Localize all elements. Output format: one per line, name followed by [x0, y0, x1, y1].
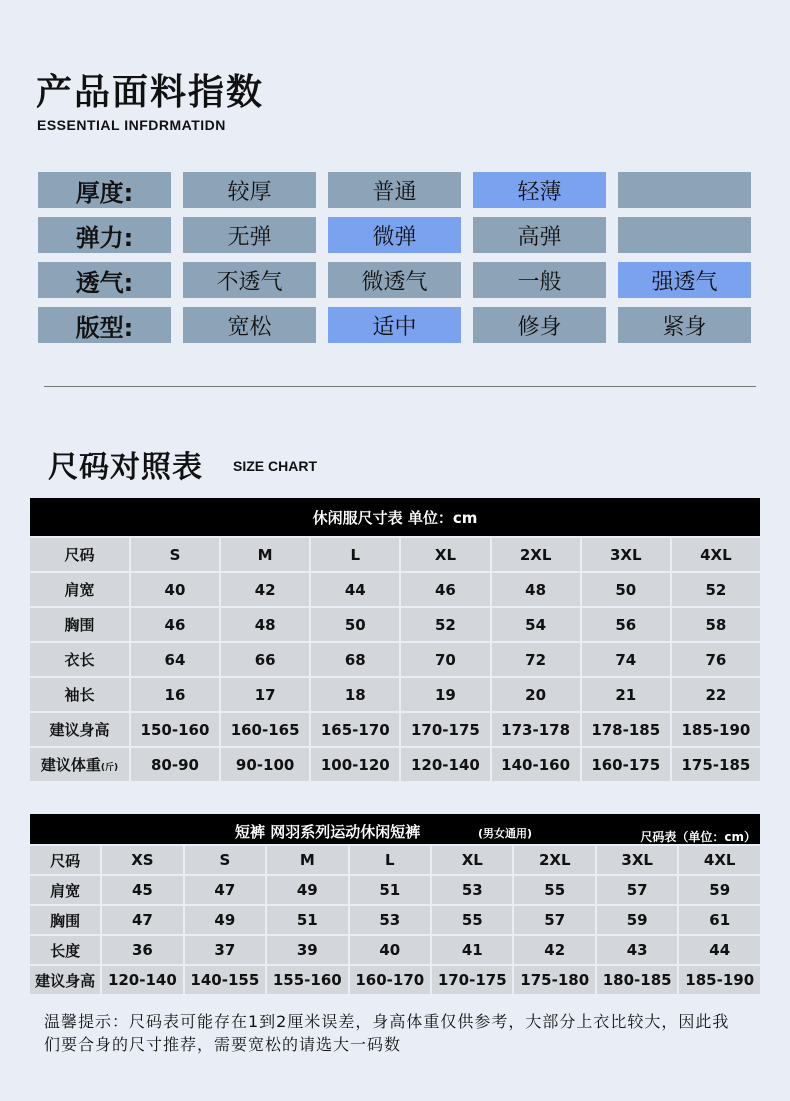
table-cell: 45	[102, 876, 182, 904]
row-label-text: 袖长	[64, 686, 95, 704]
table-cell: S	[131, 538, 219, 571]
page-subtitle: ESSENTIAL INFDRMATIDN	[37, 117, 226, 133]
table-cell: 56	[582, 608, 670, 641]
table-row	[30, 748, 760, 781]
table-row	[30, 846, 760, 874]
table-cell: 46	[401, 573, 489, 606]
table-cell: 51	[267, 906, 347, 934]
row-label: 胸围	[30, 906, 100, 934]
table-cell: L	[311, 538, 399, 571]
fabric-row	[38, 307, 754, 343]
fabric-label: 透气:	[38, 262, 171, 298]
table-cell: 68	[311, 643, 399, 676]
table-cell: 74	[582, 643, 670, 676]
table-cell: 19	[401, 678, 489, 711]
table-cell: 17	[221, 678, 309, 711]
row-label: 肩宽	[30, 876, 100, 904]
table-row	[30, 936, 760, 964]
fabric-option-selected: 强透气	[618, 262, 751, 298]
table-cell: 55	[514, 876, 594, 904]
row-label	[30, 678, 129, 711]
fabric-option: 不透气	[183, 262, 316, 298]
table-cell: XL	[401, 538, 489, 571]
table-cell: 76	[672, 643, 760, 676]
table-cell: 40	[350, 936, 430, 964]
table-cell: 160-165	[221, 713, 309, 746]
table-cell: 50	[582, 573, 670, 606]
table-row	[30, 608, 760, 641]
table-cell: 2XL	[514, 846, 594, 874]
table-unit: 尺码表（单位：cm）	[640, 830, 756, 844]
table-cell: 22	[672, 678, 760, 711]
fabric-option: 微透气	[328, 262, 461, 298]
fabric-option-selected: 微弹	[328, 217, 461, 253]
table-title-bar: 休闲服尺寸表 单位：cm	[30, 498, 760, 536]
table-title-bar	[30, 814, 760, 844]
table-cell: 66	[221, 643, 309, 676]
page-title: 产品面料指数	[36, 72, 265, 113]
table-cell: 36	[102, 936, 182, 964]
table-cell: 49	[185, 906, 265, 934]
fabric-row	[38, 262, 754, 298]
table-cell: XL	[432, 846, 512, 874]
fabric-option: 紧身	[618, 307, 751, 343]
row-label-text: 建议体重	[40, 756, 101, 774]
table-cell: 54	[492, 608, 580, 641]
row-label-text: 胸围	[64, 616, 95, 634]
table-cell: 42	[514, 936, 594, 964]
fabric-label: 版型:	[38, 307, 171, 343]
table-cell: 185-190	[679, 966, 760, 994]
table-cell: 175-185	[672, 748, 760, 781]
row-label: 尺码	[30, 846, 100, 874]
table-cell: 18	[311, 678, 399, 711]
fabric-option: 普通	[328, 172, 461, 208]
table-row	[30, 678, 760, 711]
row-label-text: 尺码	[64, 546, 95, 564]
table-cell: 39	[267, 936, 347, 964]
table-cell: 21	[582, 678, 670, 711]
row-label	[30, 538, 129, 571]
fabric-label: 厚度:	[38, 172, 171, 208]
fabric-option: 宽松	[183, 307, 316, 343]
fabric-option	[618, 172, 751, 208]
table-cell: 59	[679, 876, 760, 904]
table-cell: 40	[131, 573, 219, 606]
table-cell: 52	[401, 608, 489, 641]
row-label	[30, 748, 129, 781]
fabric-index-grid	[38, 172, 754, 352]
table-cell: 4XL	[679, 846, 760, 874]
table-cell: 90-100	[221, 748, 309, 781]
table-cell: 47	[185, 876, 265, 904]
table-cell: 185-190	[672, 713, 760, 746]
divider	[44, 386, 756, 387]
casual-size-table	[28, 496, 762, 783]
table-cell: 180-185	[597, 966, 677, 994]
table-cell: 61	[679, 906, 760, 934]
table-cell: 53	[432, 876, 512, 904]
table-cell: 46	[131, 608, 219, 641]
table-cell: S	[185, 846, 265, 874]
tip-text: 温馨提示：尺码表可能存在1到2厘米误差，身高体重仅供参考，大部分上衣比较大，因此我们要合身的尺寸推荐，需要宽松的请选大一码数	[44, 1012, 730, 1054]
row-label-text: 建议身高	[49, 721, 110, 739]
table-cell: 57	[597, 876, 677, 904]
table-cell: 120-140	[102, 966, 182, 994]
table-cell: 43	[597, 936, 677, 964]
fabric-option: 较厚	[183, 172, 316, 208]
fabric-label: 弹力:	[38, 217, 171, 253]
row-label-text: 肩宽	[64, 581, 95, 599]
table-cell: 47	[102, 906, 182, 934]
table-cell: 170-175	[432, 966, 512, 994]
table-cell: 37	[185, 936, 265, 964]
table-cell: 175-180	[514, 966, 594, 994]
table-cell: 57	[514, 906, 594, 934]
table-cell: 41	[432, 936, 512, 964]
row-label	[30, 573, 129, 606]
table-cell: 160-175	[582, 748, 670, 781]
fabric-row	[38, 172, 754, 208]
table-cell: 51	[350, 876, 430, 904]
table-cell: 50	[311, 608, 399, 641]
table-cell: 70	[401, 643, 489, 676]
table-cell: 2XL	[492, 538, 580, 571]
table-cell: 42	[221, 573, 309, 606]
row-label	[30, 643, 129, 676]
table-cell: 100-120	[311, 748, 399, 781]
table-cell: 55	[432, 906, 512, 934]
fabric-option-selected: 适中	[328, 307, 461, 343]
table-cell: 64	[131, 643, 219, 676]
table-cell: 44	[311, 573, 399, 606]
table-row	[30, 966, 760, 994]
table-cell: 4XL	[672, 538, 760, 571]
table-row	[30, 573, 760, 606]
table-cell: M	[221, 538, 309, 571]
table-row	[30, 538, 760, 571]
table-row	[30, 713, 760, 746]
table-cell: XS	[102, 846, 182, 874]
table-cell: 52	[672, 573, 760, 606]
weight-unit: (斤)	[100, 763, 119, 773]
row-label-text: 衣长	[64, 651, 95, 669]
fabric-option: 修身	[473, 307, 606, 343]
table-row	[30, 876, 760, 904]
table-cell: L	[350, 846, 430, 874]
table-cell: 3XL	[597, 846, 677, 874]
table-cell: M	[267, 846, 347, 874]
fabric-option: 一般	[473, 262, 606, 298]
table-row	[30, 906, 760, 934]
fabric-option: 无弹	[183, 217, 316, 253]
row-label	[30, 608, 129, 641]
table-cell: 16	[131, 678, 219, 711]
table-cell: 155-160	[267, 966, 347, 994]
shorts-size-table	[28, 812, 762, 996]
table-cell: 120-140	[401, 748, 489, 781]
table-cell: 140-160	[492, 748, 580, 781]
table-cell: 3XL	[582, 538, 670, 571]
table-cell: 165-170	[311, 713, 399, 746]
fabric-row	[38, 217, 754, 253]
table-cell: 49	[267, 876, 347, 904]
row-label	[30, 713, 129, 746]
table-cell: 59	[597, 906, 677, 934]
table-row	[30, 643, 760, 676]
table-cell: 173-178	[492, 713, 580, 746]
fabric-option	[618, 217, 751, 253]
table-cell: 80-90	[131, 748, 219, 781]
size-chart-title: 尺码对照表	[48, 450, 203, 485]
table-cell: 53	[350, 906, 430, 934]
table-cell: 72	[492, 643, 580, 676]
fabric-option: 高弹	[473, 217, 606, 253]
table-cell: 58	[672, 608, 760, 641]
table-cell: 48	[492, 573, 580, 606]
table-cell: 48	[221, 608, 309, 641]
fabric-option-selected: 轻薄	[473, 172, 606, 208]
row-label: 长度	[30, 936, 100, 964]
size-chart-subtitle: SIZE CHART	[233, 458, 317, 474]
table-cell: 178-185	[582, 713, 670, 746]
table-cell: 140-155	[185, 966, 265, 994]
table-cell: 170-175	[401, 713, 489, 746]
table-title: 短裤 网羽系列运动休闲短裤	[235, 823, 421, 841]
table-cell: 20	[492, 678, 580, 711]
table-cell: 160-170	[350, 966, 430, 994]
table-cell: 150-160	[131, 713, 219, 746]
table-note: (男女通用)	[478, 827, 533, 840]
table-cell: 44	[679, 936, 760, 964]
row-label: 建议身高	[30, 966, 100, 994]
